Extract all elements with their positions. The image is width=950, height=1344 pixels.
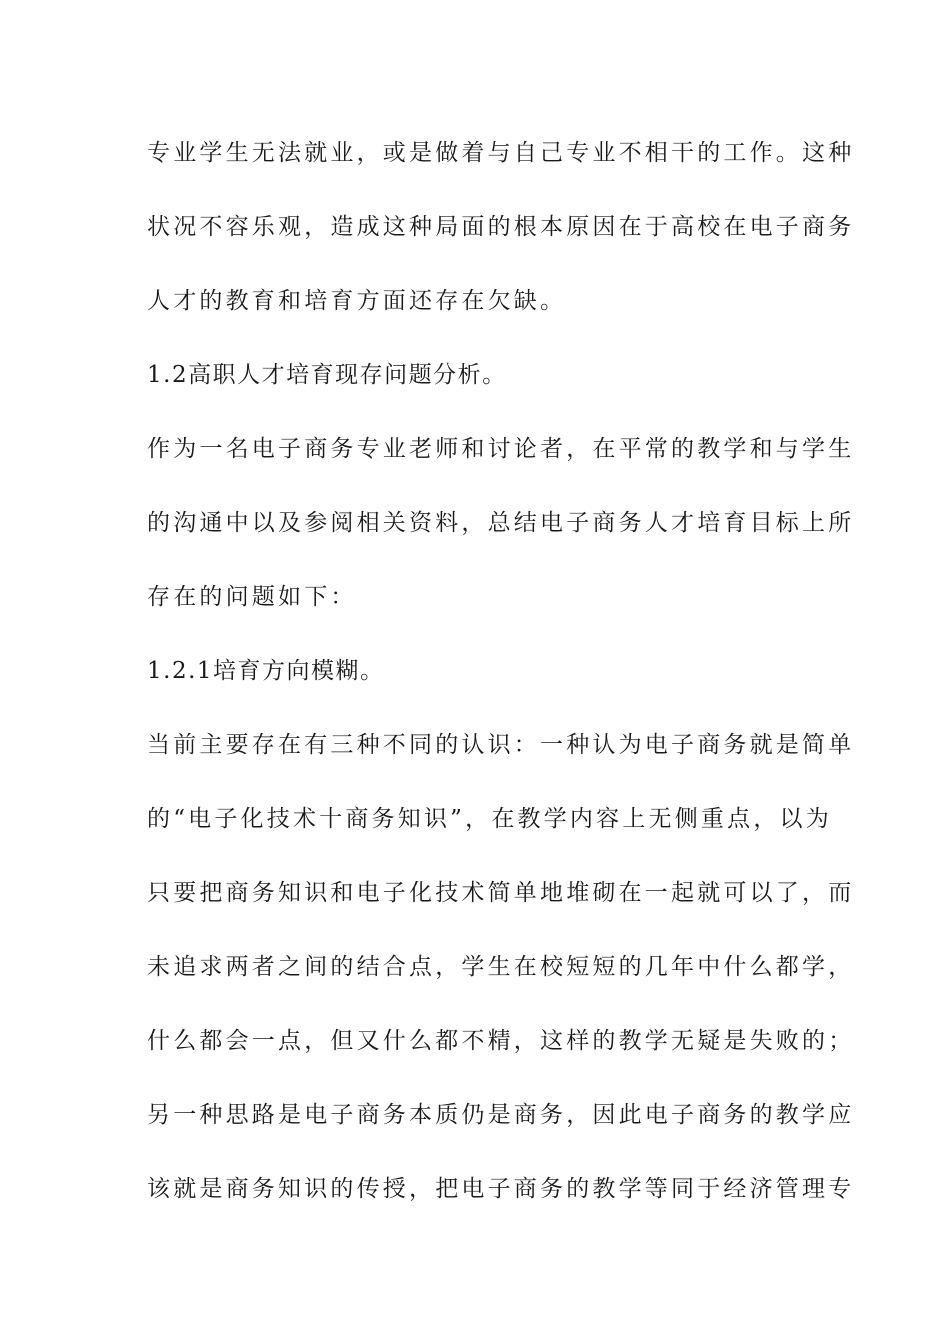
text-line: 人才的教育和培育方面还存在欠缺。 bbox=[147, 288, 567, 314]
text-line: 的“电子化技术十商务知识”，在教学内容上无侧重点，以为 bbox=[147, 806, 832, 832]
text-line: 的沟通中以及参阅相关资料，总结电子商务人才培育目标上所 bbox=[147, 510, 855, 536]
section-heading: 1.2高职人才培育现存问题分析。 bbox=[147, 362, 507, 388]
text-line: 状况不容乐观，造成这种局面的根本原因在于高校在电子商务 bbox=[147, 214, 855, 240]
text-line: 当前主要存在有三种不同的认识：一种认为电子商务就是简单 bbox=[147, 732, 855, 758]
subsection-heading: 1.2.1培育方向模糊。 bbox=[147, 658, 385, 684]
text-line: 未追求两者之间的结合点，学生在校短短的几年中什么都学， bbox=[147, 954, 855, 980]
text-line: 另一种思路是电子商务本质仍是商务，因此电子商务的教学应 bbox=[147, 1102, 855, 1128]
text-line: 该就是商务知识的传授，把电子商务的教学等同于经济管理专 bbox=[147, 1176, 855, 1202]
text-line: 专业学生无法就业，或是做着与自己专业不相干的工作。这种 bbox=[147, 140, 855, 166]
text-line: 只要把商务知识和电子化技术简单地堆砌在一起就可以了，而 bbox=[147, 880, 855, 906]
text-line: 作为一名电子商务专业老师和讨论者，在平常的教学和与学生 bbox=[147, 436, 855, 462]
text-line: 存在的问题如下： bbox=[147, 584, 357, 610]
text-line: 什么都会一点，但又什么都不精，这样的教学无疑是失败的； bbox=[147, 1028, 855, 1054]
